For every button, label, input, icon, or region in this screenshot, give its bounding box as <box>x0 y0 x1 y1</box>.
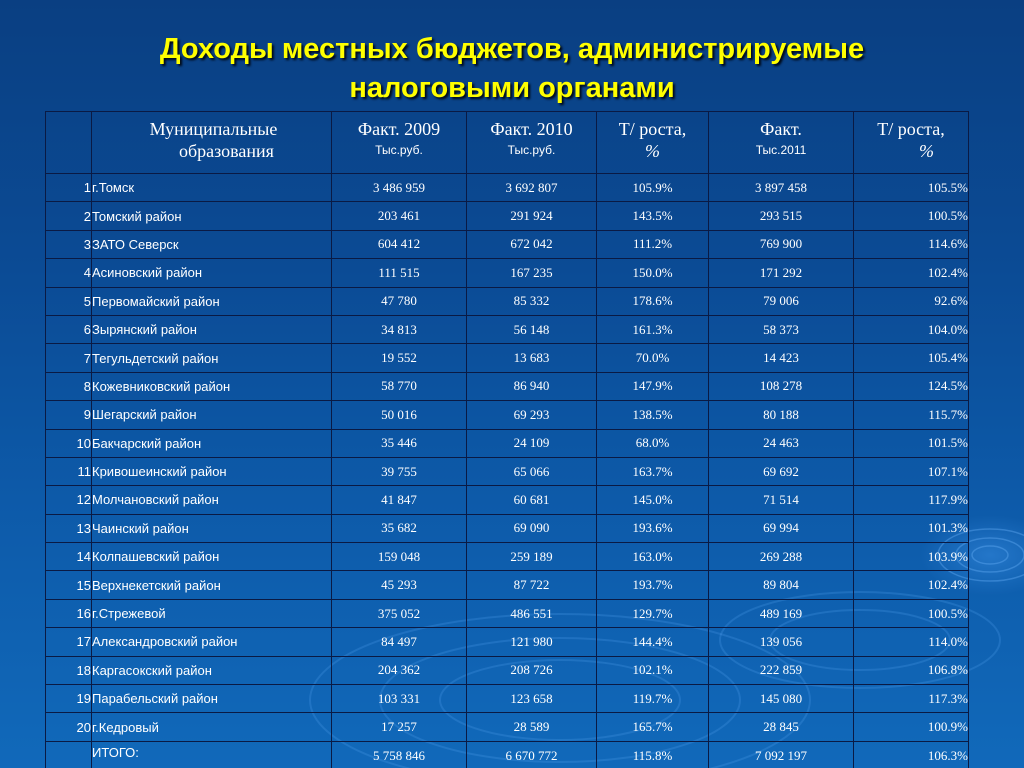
row-growth-2010: 193.6% <box>597 514 709 542</box>
row-fact-2010: 13 683 <box>467 344 597 372</box>
row-fact-2010: 85 332 <box>467 287 597 315</box>
row-number: 15 <box>46 571 92 599</box>
row-number: 4 <box>46 259 92 287</box>
row-growth-2011: 114.6% <box>854 230 969 258</box>
header-fact-2011 <box>709 112 854 174</box>
row-number: 1 <box>46 174 92 202</box>
total-growth-2011: 106.3% <box>854 741 969 768</box>
table-header-row <box>46 112 969 174</box>
row-fact-2010: 56 148 <box>467 315 597 343</box>
header-municipality-line-2: образования <box>179 141 274 161</box>
row-growth-2010: 193.7% <box>597 571 709 599</box>
table-row <box>46 429 969 457</box>
row-growth-2011: 103.9% <box>854 543 969 571</box>
header-fact-2009-label: Факт. 2009 <box>357 119 441 139</box>
table-row <box>46 656 969 684</box>
row-growth-2011: 107.1% <box>854 457 969 485</box>
row-number: 18 <box>46 656 92 684</box>
row-fact-2010: 86 940 <box>467 372 597 400</box>
row-fact-2009: 50 016 <box>332 401 467 429</box>
header-growth-2010 <box>597 112 709 174</box>
row-fact-2011: 79 006 <box>709 287 854 315</box>
row-growth-2010: 129.7% <box>597 599 709 627</box>
row-growth-2010: 111.2% <box>597 230 709 258</box>
row-municipality-name: Чаинский район <box>92 514 332 542</box>
header-fact-2011-label: Факт. <box>760 119 802 139</box>
row-number: 9 <box>46 401 92 429</box>
row-fact-2010: 167 235 <box>467 259 597 287</box>
row-number: 12 <box>46 486 92 514</box>
row-growth-2011: 101.5% <box>854 429 969 457</box>
row-municipality-name: г.Стрежевой <box>92 599 332 627</box>
row-fact-2010: 291 924 <box>467 202 597 230</box>
row-fact-2009: 103 331 <box>332 685 467 713</box>
row-municipality-name: г.Томск <box>92 174 332 202</box>
table-row <box>46 315 969 343</box>
row-fact-2009: 84 497 <box>332 628 467 656</box>
table-row <box>46 685 969 713</box>
row-growth-2010: 138.5% <box>597 401 709 429</box>
header-municipality-line-1: Муниципальные <box>149 119 278 139</box>
row-fact-2011: 14 423 <box>709 344 854 372</box>
row-number: 7 <box>46 344 92 372</box>
row-fact-2009: 375 052 <box>332 599 467 627</box>
row-fact-2010: 69 090 <box>467 514 597 542</box>
total-fact-2010: 6 670 772 <box>467 741 597 768</box>
header-growth-2010-line-2: % <box>645 141 660 161</box>
table-row <box>46 571 969 599</box>
row-fact-2009: 17 257 <box>332 713 467 741</box>
row-fact-2011: 69 692 <box>709 457 854 485</box>
row-fact-2011: 222 859 <box>709 656 854 684</box>
header-municipality <box>92 112 332 174</box>
row-fact-2009: 203 461 <box>332 202 467 230</box>
row-municipality-name: Колпашевский район <box>92 543 332 571</box>
row-municipality-name: Парабельский район <box>92 685 332 713</box>
row-number: 19 <box>46 685 92 713</box>
row-growth-2011: 102.4% <box>854 259 969 287</box>
row-municipality-name: Каргасокский район <box>92 656 332 684</box>
row-number: 5 <box>46 287 92 315</box>
row-municipality-name: Кривошеинский район <box>92 457 332 485</box>
row-growth-2010: 163.7% <box>597 457 709 485</box>
row-municipality-name: Кожевниковский район <box>92 372 332 400</box>
row-growth-2010: 105.9% <box>597 174 709 202</box>
table-row <box>46 457 969 485</box>
row-fact-2010: 60 681 <box>467 486 597 514</box>
row-fact-2010: 28 589 <box>467 713 597 741</box>
row-number: 3 <box>46 230 92 258</box>
row-fact-2009: 41 847 <box>332 486 467 514</box>
row-growth-2010: 144.4% <box>597 628 709 656</box>
table-body <box>46 174 969 768</box>
row-fact-2009: 159 048 <box>332 543 467 571</box>
table-row <box>46 230 969 258</box>
row-number: 20 <box>46 713 92 741</box>
header-growth-2010-line-1: Т/ роста, <box>618 119 687 139</box>
row-fact-2010: 87 722 <box>467 571 597 599</box>
row-number: 16 <box>46 599 92 627</box>
header-fact-2011-unit: Тыс.2011 <box>755 143 807 157</box>
row-municipality-name: Шегарский район <box>92 401 332 429</box>
row-fact-2011: 24 463 <box>709 429 854 457</box>
row-fact-2011: 139 056 <box>709 628 854 656</box>
row-number: 8 <box>46 372 92 400</box>
header-growth-2011-line-2: % <box>919 141 934 161</box>
row-fact-2011: 58 373 <box>709 315 854 343</box>
table-row <box>46 514 969 542</box>
row-growth-2010: 161.3% <box>597 315 709 343</box>
budget-revenue-table <box>45 111 969 768</box>
row-fact-2011: 80 188 <box>709 401 854 429</box>
row-growth-2011: 100.5% <box>854 599 969 627</box>
row-growth-2011: 102.4% <box>854 571 969 599</box>
row-fact-2011: 769 900 <box>709 230 854 258</box>
total-fact-2011: 7 092 197 <box>709 741 854 768</box>
row-fact-2011: 269 288 <box>709 543 854 571</box>
row-municipality-name: Бакчарский район <box>92 429 332 457</box>
slide-title <box>0 30 1024 108</box>
row-fact-2009: 34 813 <box>332 315 467 343</box>
row-growth-2010: 143.5% <box>597 202 709 230</box>
row-number: 2 <box>46 202 92 230</box>
row-growth-2010: 163.0% <box>597 543 709 571</box>
row-growth-2011: 100.5% <box>854 202 969 230</box>
row-growth-2010: 150.0% <box>597 259 709 287</box>
row-municipality-name: Тегульдетский район <box>92 344 332 372</box>
row-fact-2009: 35 446 <box>332 429 467 457</box>
total-fact-2009: 5 758 846 <box>332 741 467 768</box>
row-fact-2009: 45 293 <box>332 571 467 599</box>
row-municipality-name: г.Кедровый <box>92 713 332 741</box>
row-growth-2011: 105.5% <box>854 174 969 202</box>
row-fact-2010: 672 042 <box>467 230 597 258</box>
row-fact-2011: 28 845 <box>709 713 854 741</box>
row-growth-2011: 92.6% <box>854 287 969 315</box>
header-fact-2010 <box>467 112 597 174</box>
row-fact-2009: 39 755 <box>332 457 467 485</box>
slide-title-line-1: Доходы местных бюджетов, администрируемые <box>159 33 865 65</box>
row-growth-2010: 145.0% <box>597 486 709 514</box>
row-municipality-name: Асиновский район <box>92 259 332 287</box>
row-fact-2011: 71 514 <box>709 486 854 514</box>
row-fact-2009: 47 780 <box>332 287 467 315</box>
row-number: 13 <box>46 514 92 542</box>
row-fact-2009: 3 486 959 <box>332 174 467 202</box>
row-number: 10 <box>46 429 92 457</box>
row-municipality-name: Зырянский район <box>92 315 332 343</box>
row-fact-2010: 121 980 <box>467 628 597 656</box>
header-growth-2011-line-1: Т/ роста, <box>877 119 945 139</box>
row-number: 14 <box>46 543 92 571</box>
total-number <box>46 741 92 768</box>
row-growth-2011: 106.8% <box>854 656 969 684</box>
row-number: 6 <box>46 315 92 343</box>
header-number <box>46 112 92 174</box>
row-growth-2011: 104.0% <box>854 315 969 343</box>
row-number: 17 <box>46 628 92 656</box>
row-growth-2010: 70.0% <box>597 344 709 372</box>
row-fact-2011: 489 169 <box>709 599 854 627</box>
header-fact-2010-label: Факт. 2010 <box>490 119 573 139</box>
row-fact-2009: 204 362 <box>332 656 467 684</box>
table-row <box>46 259 969 287</box>
row-fact-2011: 3 897 458 <box>709 174 854 202</box>
row-growth-2010: 147.9% <box>597 372 709 400</box>
row-fact-2010: 69 293 <box>467 401 597 429</box>
row-number: 11 <box>46 457 92 485</box>
row-fact-2010: 259 189 <box>467 543 597 571</box>
row-municipality-name: Верхнекетский район <box>92 571 332 599</box>
row-growth-2011: 115.7% <box>854 401 969 429</box>
row-fact-2009: 604 412 <box>332 230 467 258</box>
row-municipality-name: Молчановский район <box>92 486 332 514</box>
row-growth-2011: 117.9% <box>854 486 969 514</box>
slide-title-line-2: налоговыми органами <box>349 72 675 104</box>
header-growth-2011 <box>854 112 969 174</box>
table-row <box>46 628 969 656</box>
row-growth-2010: 102.1% <box>597 656 709 684</box>
total-growth-2010: 115.8% <box>597 741 709 768</box>
table-row <box>46 344 969 372</box>
table-row <box>46 486 969 514</box>
row-fact-2010: 24 109 <box>467 429 597 457</box>
header-fact-2009 <box>332 112 467 174</box>
row-fact-2010: 3 692 807 <box>467 174 597 202</box>
row-municipality-name: ЗАТО Северск <box>92 230 332 258</box>
row-fact-2009: 58 770 <box>332 372 467 400</box>
table-row <box>46 202 969 230</box>
row-growth-2011: 105.4% <box>854 344 969 372</box>
row-fact-2009: 35 682 <box>332 514 467 542</box>
row-municipality-name: Томский район <box>92 202 332 230</box>
table-row <box>46 174 969 202</box>
row-fact-2011: 69 994 <box>709 514 854 542</box>
table-row <box>46 401 969 429</box>
row-growth-2011: 124.5% <box>854 372 969 400</box>
row-fact-2009: 19 552 <box>332 344 467 372</box>
table-row <box>46 543 969 571</box>
table-row <box>46 287 969 315</box>
row-municipality-name: Александровский район <box>92 628 332 656</box>
row-growth-2011: 101.3% <box>854 514 969 542</box>
row-growth-2010: 165.7% <box>597 713 709 741</box>
row-fact-2010: 65 066 <box>467 457 597 485</box>
table-row <box>46 372 969 400</box>
row-growth-2010: 68.0% <box>597 429 709 457</box>
table-total-row <box>46 741 969 768</box>
row-fact-2010: 486 551 <box>467 599 597 627</box>
total-municipality-name: ИТОГО: <box>92 741 332 768</box>
header-fact-2010-unit: Тыс.руб. <box>507 143 556 157</box>
row-growth-2010: 178.6% <box>597 287 709 315</box>
row-fact-2011: 89 804 <box>709 571 854 599</box>
row-fact-2009: 111 515 <box>332 259 467 287</box>
row-growth-2011: 114.0% <box>854 628 969 656</box>
row-fact-2011: 293 515 <box>709 202 854 230</box>
row-fact-2011: 145 080 <box>709 685 854 713</box>
table-row <box>46 713 969 741</box>
row-fact-2010: 123 658 <box>467 685 597 713</box>
row-growth-2011: 117.3% <box>854 685 969 713</box>
row-growth-2010: 119.7% <box>597 685 709 713</box>
row-fact-2011: 171 292 <box>709 259 854 287</box>
row-growth-2011: 100.9% <box>854 713 969 741</box>
row-fact-2011: 108 278 <box>709 372 854 400</box>
row-fact-2010: 208 726 <box>467 656 597 684</box>
table-row <box>46 599 969 627</box>
header-fact-2009-unit: Тыс.руб. <box>375 143 423 157</box>
row-municipality-name: Первомайский район <box>92 287 332 315</box>
